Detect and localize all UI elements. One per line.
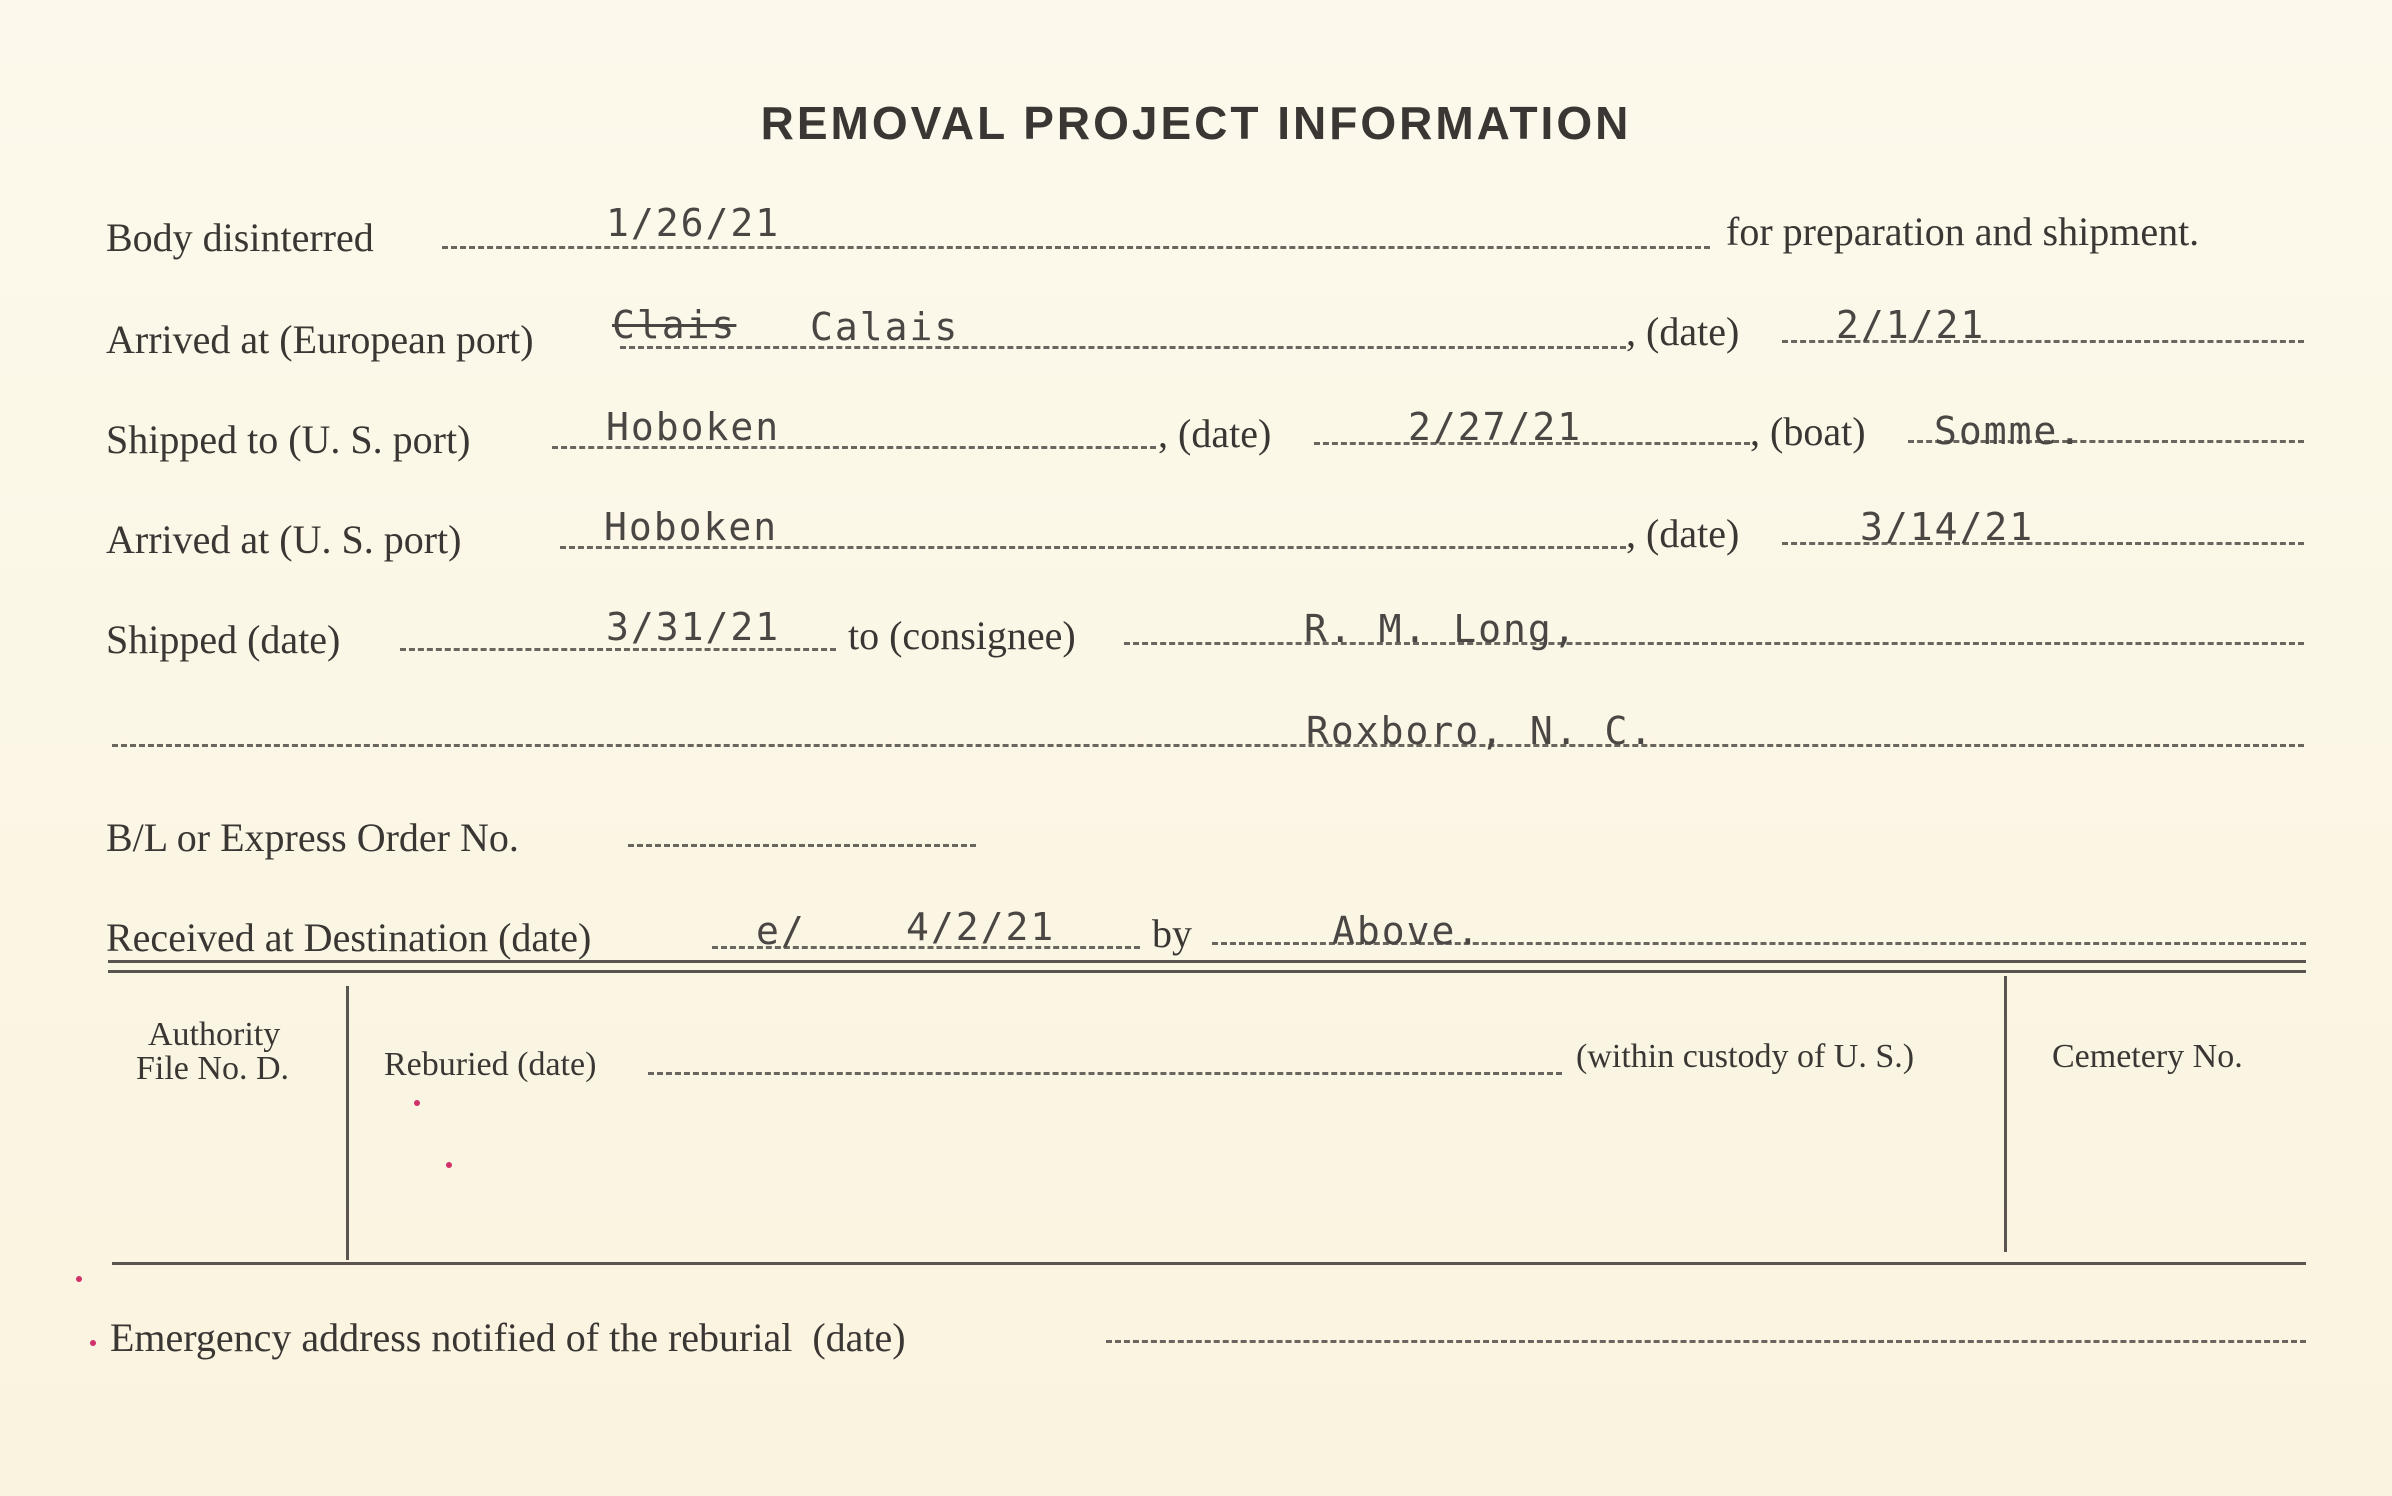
- reburied-line: [648, 1072, 1562, 1075]
- shipped-us-label: Shipped to (U. S. port): [106, 417, 471, 462]
- arrived-european-dotted-line: [620, 346, 1626, 349]
- card-title: REMOVAL PROJECT INFORMATION: [760, 97, 1632, 149]
- shipped-us-date: 2/27/21: [1408, 405, 1583, 449]
- received-date: 4/2/21: [906, 905, 1056, 949]
- arrived-us-date: 3/14/21: [1860, 505, 2035, 549]
- consignee-line: [1124, 642, 2304, 645]
- arrived-european-port: Calais: [810, 305, 960, 349]
- bl-line: [628, 844, 976, 847]
- double-rule-top: [108, 960, 2306, 963]
- arrived-us-label: Arrived at (U. S. port): [106, 517, 462, 562]
- bl-label: B/L or Express Order No.: [106, 815, 519, 860]
- emergency-label: Emergency address notified of the reburial (date): [110, 1315, 906, 1360]
- received-prefix: e/: [756, 909, 806, 953]
- arrived-european-label: Arrived at (European port): [106, 317, 534, 362]
- arrived-us-port: Hoboken: [604, 505, 779, 549]
- arrived-us-date-label: , (date): [1626, 511, 1740, 556]
- arrived-european-date: 2/1/21: [1836, 303, 1986, 347]
- cemetery-label: Cemetery No.: [2052, 1038, 2243, 1075]
- disinterred-date: 1/26/21: [606, 201, 781, 245]
- received-by-label: by: [1152, 911, 1192, 956]
- lower-box-divider-left: [346, 986, 349, 1260]
- arrived-european-port-struck: Clais: [612, 303, 737, 347]
- disinterred-suffix: for preparation and shipment.: [1726, 209, 2200, 254]
- disinterred-label: Body disinterred: [106, 215, 374, 260]
- shipped-us-port: Hoboken: [606, 405, 781, 449]
- ink-mark: [414, 1100, 420, 1106]
- lower-box-bottom-rule: [112, 1262, 2306, 1265]
- ink-mark: [90, 1340, 96, 1346]
- file-no-label: File No. D.: [136, 1050, 289, 1087]
- consignee-label: to (consignee): [848, 613, 1076, 658]
- custody-label: (within custody of U. S.): [1576, 1038, 1915, 1075]
- arrived-european-date-label: , (date): [1626, 309, 1740, 354]
- consignee-address: Roxboro, N. C.: [1306, 709, 1655, 753]
- consignee-name: R. M. Long,: [1304, 607, 1578, 651]
- shipped-us-boat: Somme.: [1934, 409, 2084, 453]
- double-rule-bottom: [108, 970, 2306, 973]
- disinterred-dotted-line: [442, 246, 1710, 249]
- ink-mark: [446, 1162, 452, 1168]
- received-label: Received at Destination (date): [106, 915, 592, 960]
- shipped-date: 3/31/21: [606, 605, 781, 649]
- lower-box-divider-right: [2004, 976, 2007, 1252]
- shipped-us-date-label: , (date): [1158, 411, 1272, 456]
- authority-label: Authority: [148, 1016, 281, 1053]
- received-by: Above.: [1332, 909, 1482, 953]
- reburied-label: Reburied (date): [384, 1046, 597, 1083]
- ink-mark: [76, 1276, 82, 1282]
- shipped-date-label: Shipped (date): [106, 617, 341, 662]
- consignee-address-line: [112, 744, 2304, 747]
- emergency-line: [1106, 1340, 2306, 1343]
- shipped-us-boat-label: , (boat): [1750, 409, 1866, 454]
